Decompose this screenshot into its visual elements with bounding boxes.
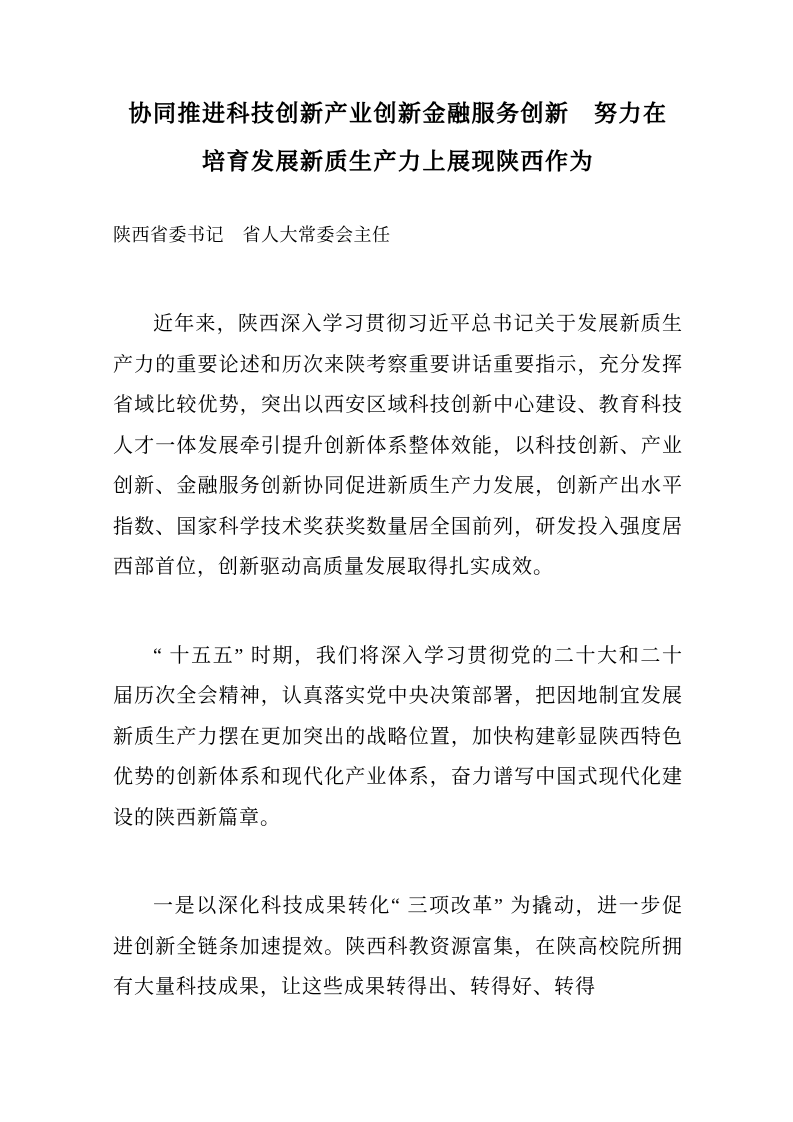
paragraph-1: 近年来，陕西深入学习贯彻习近平总书记关于发展新质生产力的重要论述和历次来陕考察重要讲话重要指示，充分发挥省域比较优势，突出以西安区域科技创新中心建设、教育科技人才一体发展牵引提升创新体系整体效能，以科技创新、产业创新、金融服务创新协同促进新质生产力发展，创新产出水平指数、国家科学技术奖获奖数量居全国前列，研发投入强度居西部首位，创新驱动高质量发展取得扎实成效。 <box>113 313 683 578</box>
document-body <box>113 304 683 1008</box>
paragraph-3: 一是以深化科技成果转化“ 三项改革” 为撬动，进一步促进创新全链条加速提效。陕西科教资源富集，在陕高校院所拥有大量科技成果，让这些成果转得出、转得好、转得 <box>113 895 683 998</box>
paragraph-2: “ 十五五” 时期，我们将深入学习贯彻党的二十大和二十届历次全会精神，认真落实党中央决策部署，把因地制宜发展新质生产力摆在更加突出的战略位置，加快构建彰显陕西特色优势的创新体系和现代化产业体系，奋力谱写中国式现代化建设的陕西新篇章。 <box>113 644 683 829</box>
document-title-line1: 协同推进科技创新产业创新金融服务创新 努力在 <box>128 101 668 126</box>
byline: 陕西省委书记 省人大常委会主任 <box>113 225 391 245</box>
document-title-line2: 培育发展新质生产力上展现陕西作为 <box>202 149 594 174</box>
document-title <box>113 90 683 186</box>
